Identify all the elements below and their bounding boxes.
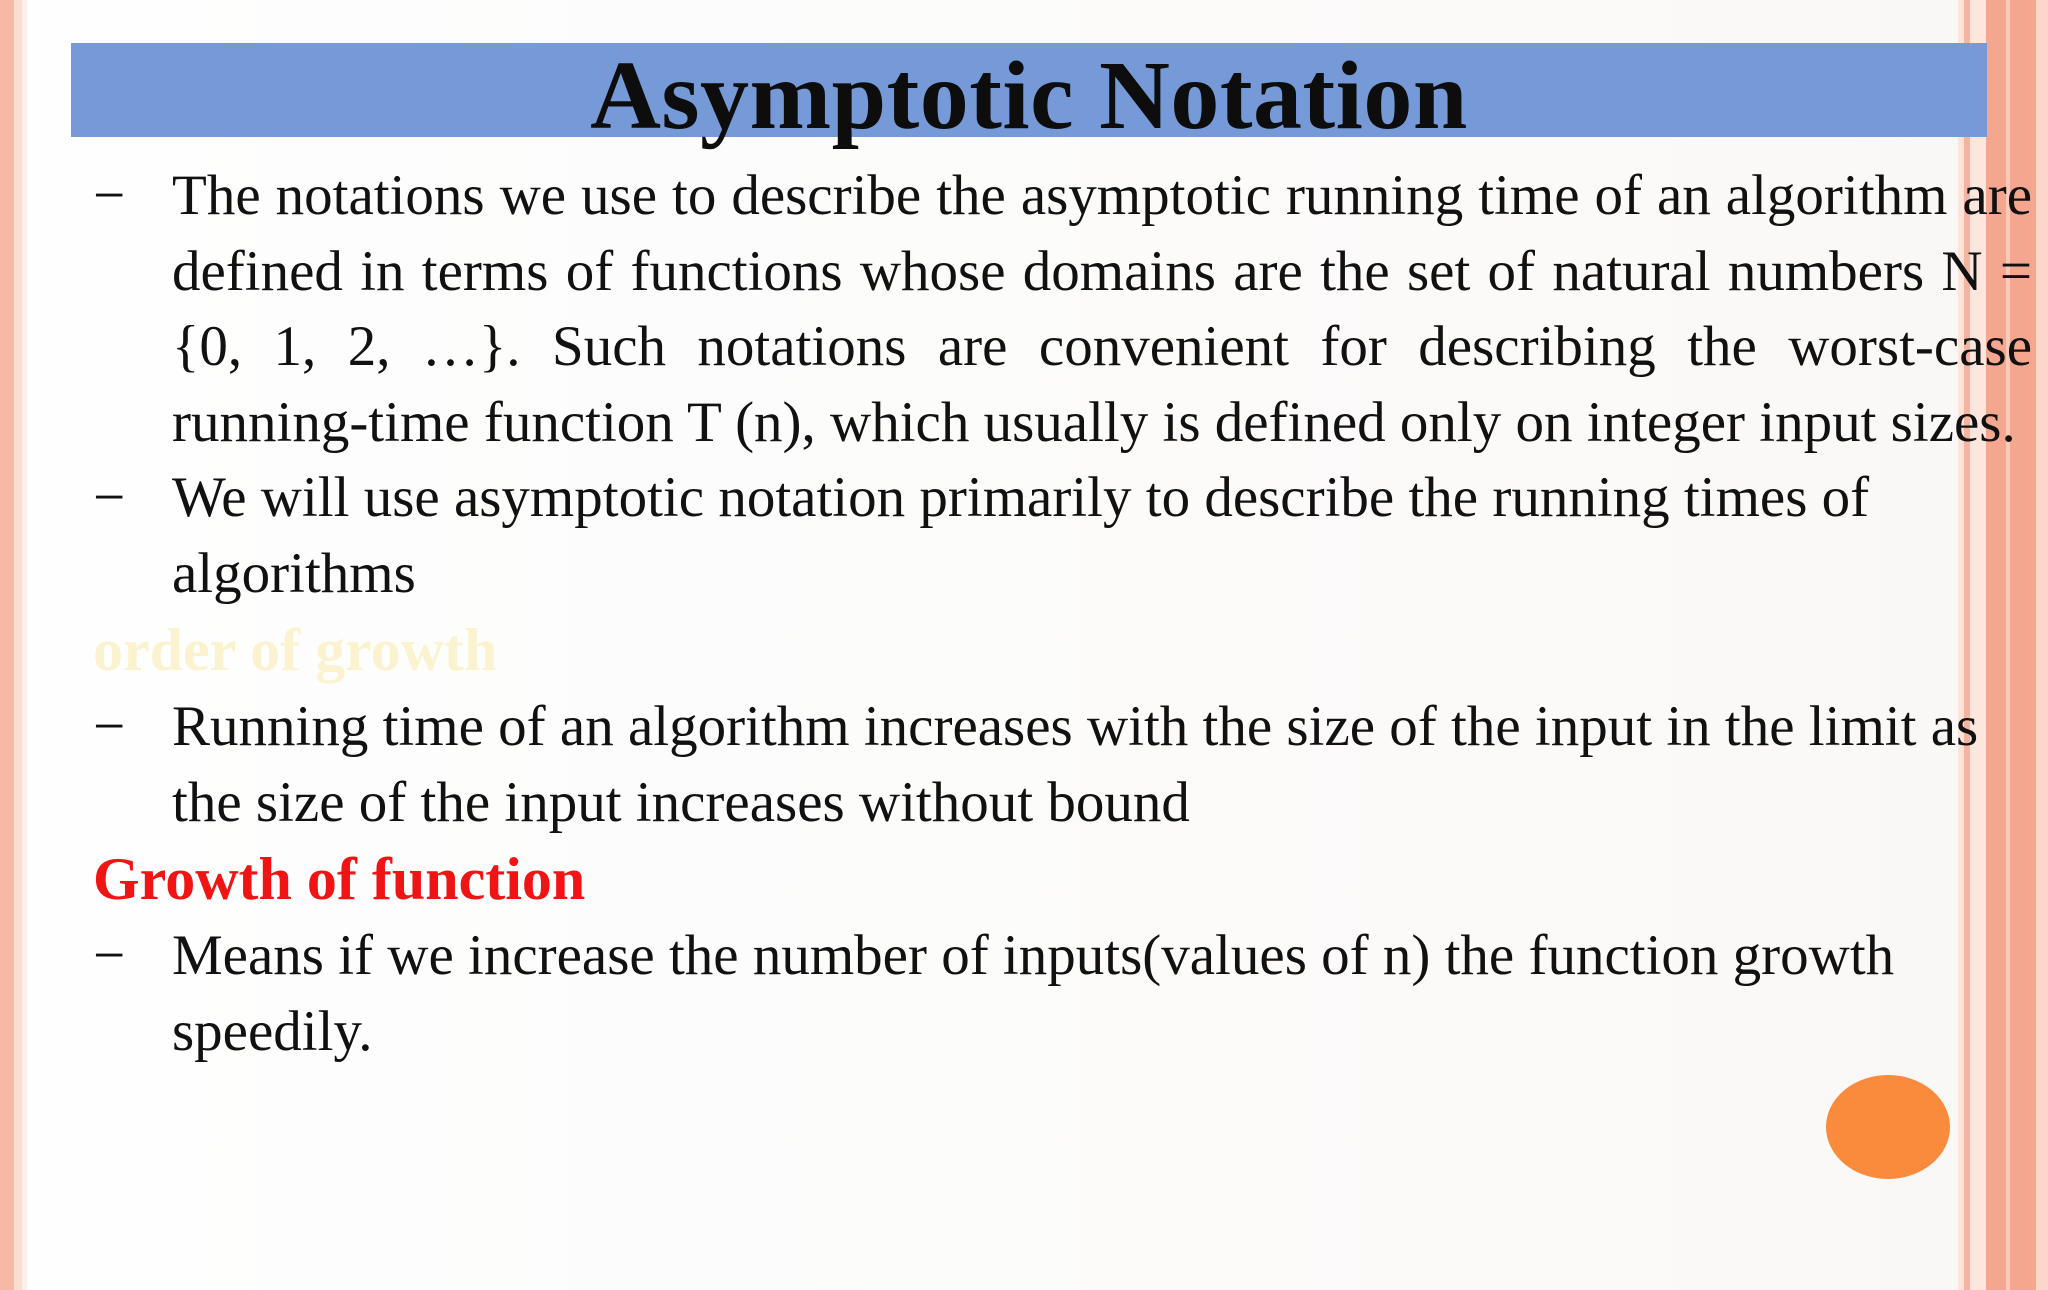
section-heading-growth-of-function: Growth of function (93, 846, 586, 912)
dash-marker: − (93, 466, 126, 529)
bullet-item (93, 918, 1972, 1069)
bullet-text: Running time of an algorithm increases with the size of the input in the limit as the size of the input increases without bound (172, 695, 1979, 834)
bullet-text: The notations we use to describe the asymptotic running time of an algorithm are defined in terms of functions whose domains are the set of natural numbers N = {0, 1, 2, …}. Such notations are convenient for describing the worst-case running-time function T (n), which usually is defined only on integer input sizes. (172, 164, 2032, 454)
dash-marker: − (93, 695, 126, 758)
bullet-item (93, 689, 2032, 840)
bullet-item (93, 158, 2032, 460)
bullet-item (93, 460, 1952, 611)
orange-circle-decoration (1826, 1075, 1950, 1179)
dash-marker: − (93, 164, 126, 227)
slide-content (93, 158, 2032, 1069)
bullet-text: We will use asymptotic notation primarily to describe the running times of algorithms (172, 466, 1870, 605)
slide-title: Asymptotic Notation (590, 42, 1468, 150)
bullet-text: Means if we increase the number of inputs(values of n) the function growth speedily. (172, 924, 1895, 1063)
left-decorative-border (0, 0, 27, 1290)
section-heading-order-of-growth: order of growth (93, 617, 498, 683)
dash-marker: − (93, 924, 126, 987)
